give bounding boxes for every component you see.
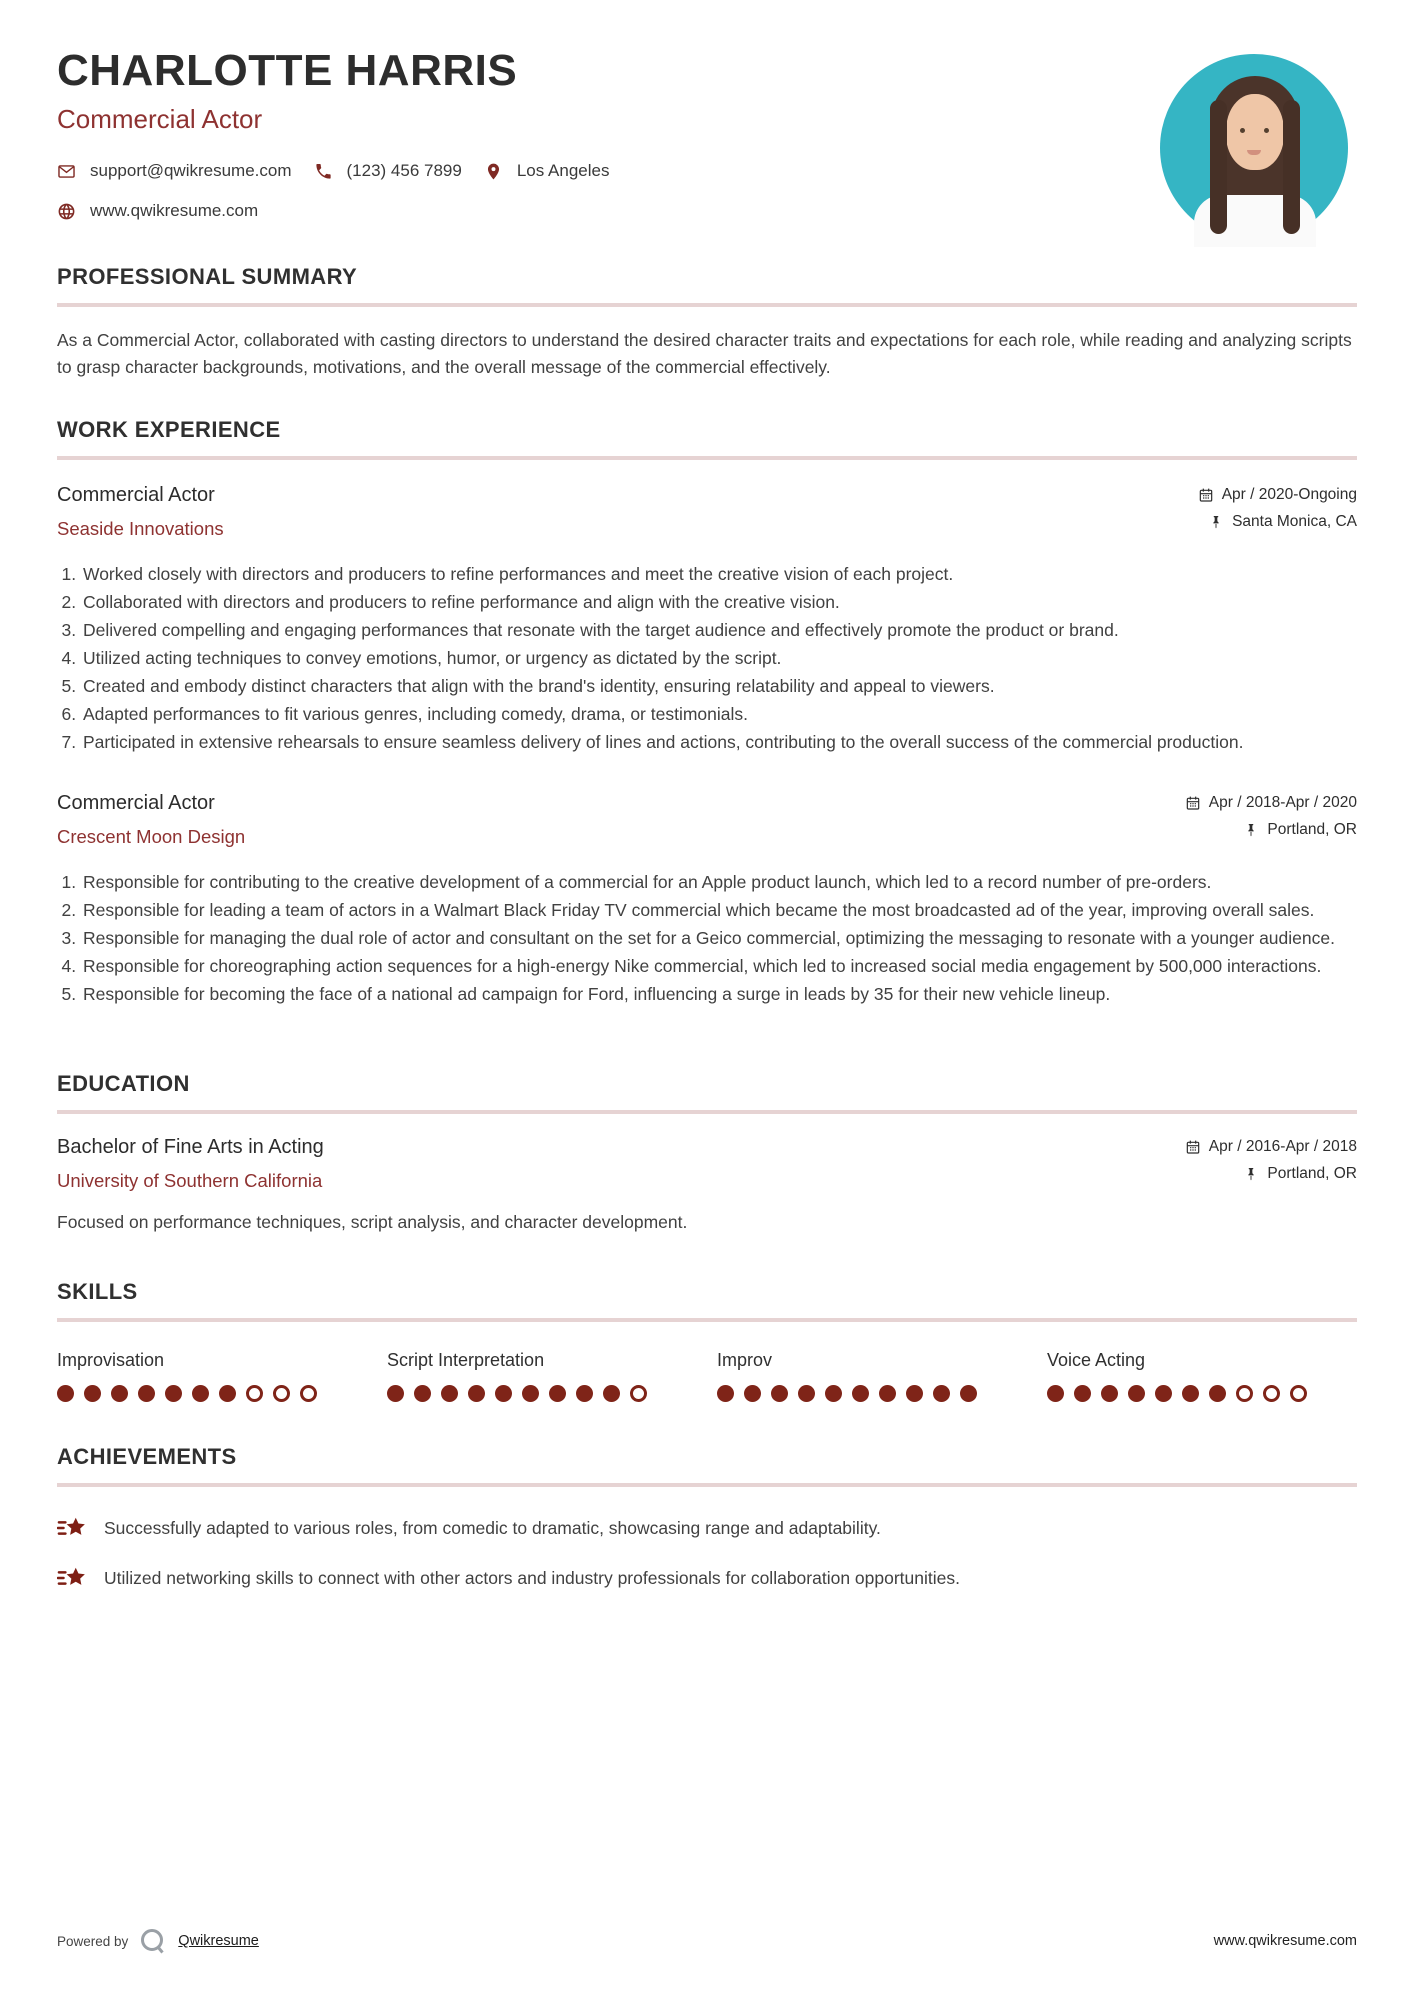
skill-dot [111, 1385, 128, 1402]
contact-website-text: www.qwikresume.com [90, 201, 259, 220]
profile-photo [1152, 42, 1357, 247]
section-divider [57, 1110, 1357, 1114]
section-education [57, 1071, 1357, 1236]
contact-email-text: support@qwikresume.com [90, 161, 292, 180]
job-bullet: 5. Responsible for becoming the face of a national ad campaign for Ford, influencing a surge in leads by 35 for their new vehicle lineup. [81, 981, 1357, 1008]
section-heading: SKILLS [57, 1279, 138, 1304]
skill-item [387, 1350, 697, 1402]
skill-dot [933, 1385, 950, 1402]
section-heading: WORK EXPERIENCE [57, 417, 281, 442]
photo-eye [1240, 128, 1245, 133]
q-logo-icon [138, 1926, 168, 1956]
education-meta [1185, 1136, 1357, 1183]
envelope-icon [57, 162, 76, 181]
skill-dot [717, 1385, 734, 1402]
skill-dot [879, 1385, 896, 1402]
skill-dot [138, 1385, 155, 1402]
skill-dot [1047, 1385, 1064, 1402]
contact-row-1 [57, 161, 1127, 181]
skill-dot [1236, 1385, 1253, 1402]
job-dates-row [1185, 794, 1357, 812]
skill-dot [825, 1385, 842, 1402]
skill-item [717, 1350, 1027, 1402]
skills-grid [57, 1350, 1357, 1402]
skill-dot [192, 1385, 209, 1402]
map-pin-icon [484, 162, 503, 181]
education-dates-row [1185, 1138, 1357, 1156]
pushpin-icon [1208, 514, 1224, 530]
calendar-icon [1185, 795, 1201, 811]
skill-dot [603, 1385, 620, 1402]
contact-email [57, 161, 292, 181]
job-entry [57, 792, 1357, 1008]
calendar-icon [1198, 487, 1214, 503]
footer-branding [57, 1926, 259, 1956]
job-bullet: 3. Responsible for managing the dual role of actor and consultant on the set for a Geico commercial, optimizing the messaging to resonate with a younger audience. [81, 925, 1357, 952]
achievement-text: Successfully adapted to various roles, from comedic to dramatic, showcasing range and adaptability. [104, 1518, 881, 1538]
summary-paragraph: As a Commercial Actor, collaborated with casting directors to understand the desired character traits and expectations for each role, while reading and analyzing scripts to grasp character backgrounds, motivations, and the overall message of the commercial effectively. [57, 330, 1352, 377]
skill-dot [1155, 1385, 1172, 1402]
section-heading: PROFESSIONAL SUMMARY [57, 264, 358, 289]
skill-dot [1182, 1385, 1199, 1402]
skill-dot [84, 1385, 101, 1402]
skill-dot [57, 1385, 74, 1402]
skill-dot [960, 1385, 977, 1402]
job-bullet: 1. Worked closely with directors and producers to refine performances and meet the creative vision of each project. [81, 561, 1357, 588]
skill-dot [906, 1385, 923, 1402]
job-meta [1185, 792, 1357, 839]
skill-dot [1101, 1385, 1118, 1402]
calendar-icon [1185, 1139, 1201, 1155]
phone-icon [314, 162, 333, 181]
photo-hair-strand [1283, 100, 1300, 234]
header [57, 46, 1357, 221]
job-bullet: 4. Responsible for choreographing action sequences for a high-energy Nike commercial, which led to increased social media engagement by 500,000 interactions. [81, 953, 1357, 980]
photo-eye [1264, 128, 1269, 133]
achievement-item [57, 1565, 1357, 1593]
contact-location [484, 161, 610, 181]
section-skills [57, 1279, 1357, 1402]
job-bullet: 1. Responsible for contributing to the creative development of a commercial for an Apple product launch, which led to a record number of pre-orders. [81, 869, 1357, 896]
contact-phone [314, 161, 462, 181]
skill-dot [300, 1385, 317, 1402]
skill-dot [744, 1385, 761, 1402]
job-bullet: 2. Collaborated with directors and producers to refine performance and align with the creative vision. [81, 589, 1357, 616]
skill-dot [771, 1385, 788, 1402]
job-bullet: 6. Adapted performances to fit various genres, including comedy, drama, or testimonials. [81, 701, 1357, 728]
job-company: Seaside Innovations [57, 518, 224, 539]
skill-name: Voice Acting [1047, 1350, 1146, 1370]
job-location: Portland, OR [1267, 821, 1357, 838]
skill-dot [387, 1385, 404, 1402]
job-bullets [57, 561, 1357, 756]
skill-dot [798, 1385, 815, 1402]
achievement-item [57, 1515, 1357, 1543]
pushpin-icon [1243, 822, 1259, 838]
skill-dot [1209, 1385, 1226, 1402]
section-divider [57, 456, 1357, 460]
skill-rating [387, 1385, 697, 1402]
skill-dot [549, 1385, 566, 1402]
footer [57, 1866, 1357, 1956]
section-work-experience [57, 417, 1357, 1009]
shooting-star-icon [57, 1563, 87, 1593]
skill-dot [630, 1385, 647, 1402]
skill-dot [522, 1385, 539, 1402]
skill-rating [717, 1385, 1027, 1402]
job-bullets [57, 869, 1357, 1008]
qwikresume-link[interactable]: Qwikresume [178, 1933, 259, 1949]
job-header [57, 792, 1357, 848]
job-meta [1198, 484, 1357, 531]
skill-dot [219, 1385, 236, 1402]
job-title: Commercial Actor [57, 484, 215, 506]
education-header [57, 1136, 1357, 1192]
section-heading: ACHIEVEMENTS [57, 1444, 237, 1469]
skill-name: Script Interpretation [387, 1350, 545, 1370]
achievements-list [57, 1515, 1357, 1593]
job-bullet: 3. Delivered compelling and engaging performances that resonate with the target audience and effectively promote the product or brand. [81, 617, 1357, 644]
pushpin-icon [1243, 1166, 1259, 1182]
contact-phone-text: (123) 456 7899 [346, 161, 462, 180]
section-achievements [57, 1444, 1357, 1593]
job-dates-row [1198, 486, 1357, 504]
education-description: Focused on performance techniques, script analysis, and character development. [57, 1212, 688, 1232]
section-heading: EDUCATION [57, 1071, 190, 1096]
job-location: Santa Monica, CA [1232, 513, 1357, 530]
job-header [57, 484, 1357, 540]
contact-row-2 [57, 201, 1127, 221]
job-dates: Apr / 2020-Ongoing [1221, 486, 1357, 503]
job-bullet: 5. Created and embody distinct characters that align with the brand's identity, ensuring relatability and appeal to viewers. [81, 673, 1357, 700]
job-entry [57, 484, 1357, 756]
education-school: University of Southern California [57, 1170, 323, 1191]
job-dates: Apr / 2018-Apr / 2020 [1208, 794, 1357, 811]
skill-dot [1263, 1385, 1280, 1402]
skill-item [1047, 1350, 1357, 1402]
education-dates: Apr / 2016-Apr / 2018 [1208, 1138, 1357, 1155]
contact-website [57, 201, 258, 221]
powered-by-label: Powered by [57, 1933, 129, 1949]
section-professional-summary [57, 264, 1357, 381]
education-degree: Bachelor of Fine Arts in Acting [57, 1136, 324, 1158]
education-title-block [57, 1136, 324, 1192]
skill-name: Improv [717, 1350, 773, 1370]
section-divider [57, 1318, 1357, 1322]
skill-item [57, 1350, 367, 1402]
section-divider [57, 303, 1357, 307]
skill-rating [57, 1385, 367, 1402]
skill-dot [441, 1385, 458, 1402]
skill-dot [852, 1385, 869, 1402]
skill-dot [468, 1385, 485, 1402]
skill-name: Improvisation [57, 1350, 165, 1370]
contact-location-text: Los Angeles [516, 161, 610, 180]
shooting-star-icon [57, 1513, 87, 1543]
skill-rating [1047, 1385, 1357, 1402]
job-company: Crescent Moon Design [57, 826, 246, 847]
education-location: Portland, OR [1267, 1165, 1357, 1182]
footer-url: www.qwikresume.com [1213, 1933, 1357, 1949]
achievement-text: Utilized networking skills to connect with other actors and industry professionals for collaboration opportunities. [104, 1568, 960, 1588]
job-title-block [57, 484, 224, 540]
job-bullet: 4. Utilized acting techniques to convey emotions, humor, or urgency as dictated by the script. [81, 645, 1357, 672]
skill-dot [576, 1385, 593, 1402]
education-location-row [1185, 1165, 1357, 1183]
job-location-row [1185, 821, 1357, 839]
person-name: CHARLOTTE HARRIS [57, 46, 518, 95]
job-title: Commercial Actor [57, 792, 215, 814]
skill-dot [495, 1385, 512, 1402]
skill-dot [1290, 1385, 1307, 1402]
skill-dot [246, 1385, 263, 1402]
job-title-block [57, 792, 245, 848]
globe-icon [57, 202, 76, 221]
skill-dot [1074, 1385, 1091, 1402]
photo-face [1226, 94, 1284, 170]
section-divider [57, 1483, 1357, 1487]
person-title: Commercial Actor [57, 104, 263, 134]
education-entry [57, 1136, 1357, 1236]
job-bullet: 7. Participated in extensive rehearsals to ensure seamless delivery of lines and actions, contributing to the overall success of the commercial production. [81, 729, 1357, 756]
skill-dot [414, 1385, 431, 1402]
job-bullet: 2. Responsible for leading a team of actors in a Walmart Black Friday TV commercial which became the most broadcasted ad of the year, improving overall sales. [81, 897, 1357, 924]
photo-hair-strand [1210, 100, 1227, 234]
skill-dot [1128, 1385, 1145, 1402]
skill-dot [165, 1385, 182, 1402]
job-location-row [1198, 513, 1357, 531]
skill-dot [273, 1385, 290, 1402]
